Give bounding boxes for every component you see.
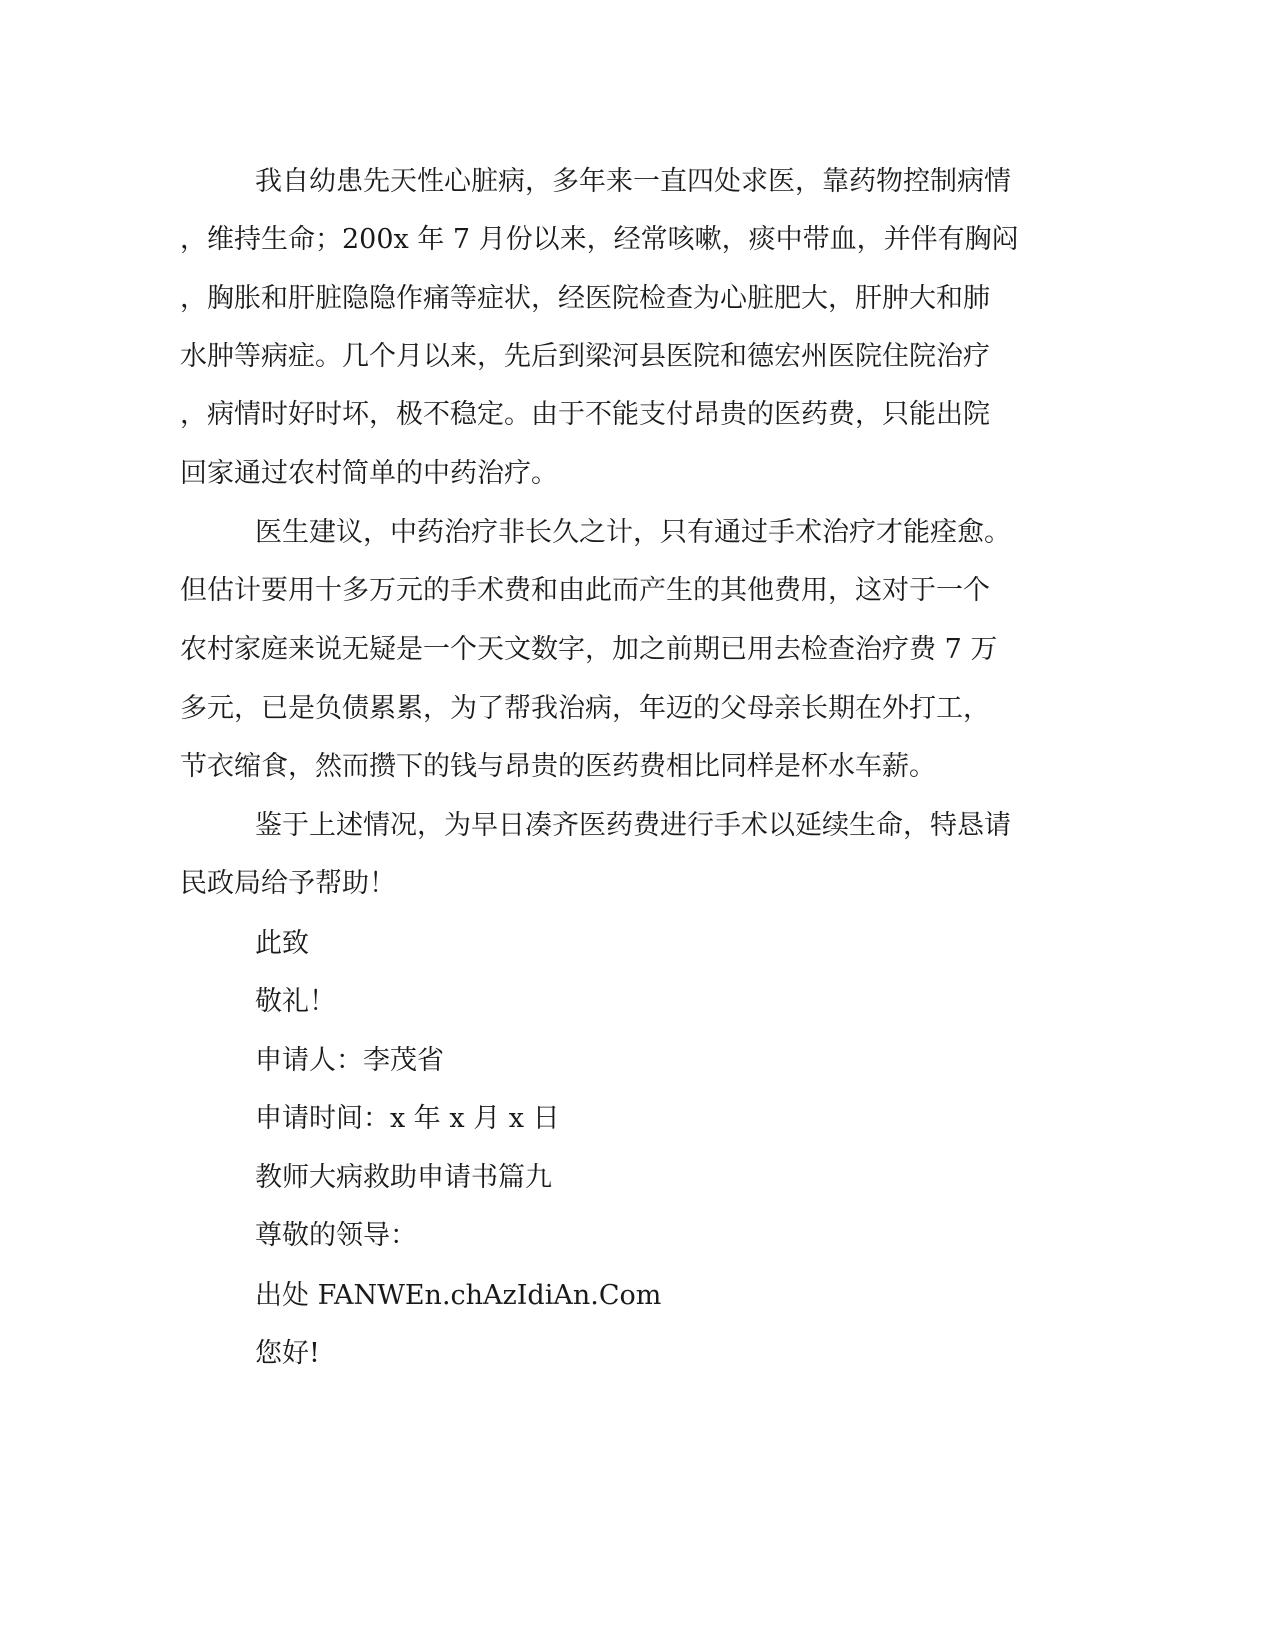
paragraph-2-line-2: 但估计要用十多万元的手术费和由此而产生的其他费用，这对于一个 [180,575,990,606]
hello-line: 您好! [255,1338,320,1369]
paragraph-2-line-3: 农村家庭来说无疑是一个天文数字，加之前期已用去检查治疗费 7 万 [180,634,998,665]
paragraph-2-line-4: 多元，已是负债累累，为了帮我治病，年迈的父母亲长期在外打工， [180,693,990,724]
greeting-line: 尊敬的领导： [255,1220,417,1251]
paragraph-1-line-3: ，胸胀和肝脏隐隐作痛等症状，经医院检查为心脏肥大，肝肿大和肺 [180,283,990,314]
salute-text: 敬礼！ [255,986,336,1017]
paragraph-1-line-5: ，病情时好时坏，极不稳定。由于不能支付昂贵的医药费，只能出院 [180,399,990,430]
paragraph-1-line-4: 水肿等病症。几个月以来，先后到梁河县医院和德宏州医院住院治疗 [180,341,990,372]
paragraph-1-line-6: 回家通过农村简单的中药治疗。 [180,458,558,489]
next-section-title: 教师大病救助申请书篇九 [255,1162,552,1193]
apply-date-line: 申请时间：x 年 x 月 x 日 [255,1103,560,1134]
paragraph-1-line-1: 我自幼患先天性心脏病，多年来一直四处求医，靠药物控制病情 [255,166,1011,197]
source-line: 出处 FANWEn.chAzIdiAn.Com [255,1280,662,1311]
paragraph-2-line-1: 医生建议，中药治疗非长久之计，只有通过手术治疗才能痊愈。 [255,517,1011,548]
paragraph-3-line-1: 鉴于上述情况，为早日凑齐医药费进行手术以延续生命，特恳请 [255,810,1011,841]
paragraph-2-line-5: 节衣缩食，然而攒下的钱与昂贵的医药费相比同样是杯水车薪。 [180,751,936,782]
closing-text: 此致 [255,928,309,959]
applicant-line: 申请人：李茂省 [255,1045,444,1076]
paragraph-1-line-2: ，维持生命；200x 年 7 月份以来，经常咳嗽，痰中带血，并伴有胸闷 [180,224,1019,255]
paragraph-3-line-2: 民政局给予帮助！ [180,868,396,899]
